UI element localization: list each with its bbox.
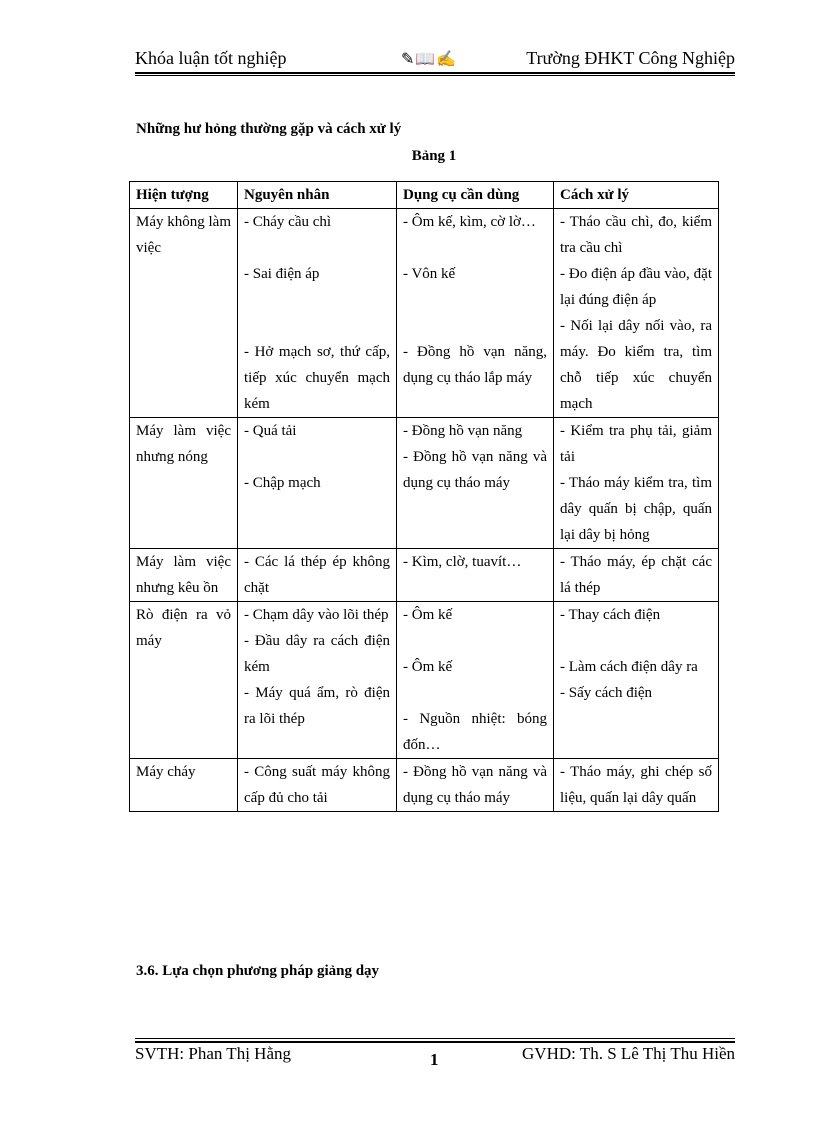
tool-item: - Vôn kế	[403, 266, 456, 282]
fix-cell	[554, 602, 719, 759]
fix-item: - Sấy cách điện	[560, 685, 653, 701]
symptom-cell: Máy làm việc nhưng nóng	[130, 418, 238, 549]
troubleshooting-table	[129, 181, 719, 812]
tool-item: - Nguồn nhiệt: bóng đốn…	[403, 711, 547, 753]
fix-cell	[554, 209, 719, 418]
header-tools: Dụng cụ cần dùng	[397, 182, 554, 209]
header-cause: Nguyên nhân	[238, 182, 397, 209]
fix-item: - Làm cách điện dây ra	[560, 659, 698, 675]
cause-item: - Sai điện áp	[244, 266, 320, 282]
page-number: 1	[430, 1050, 439, 1069]
book-ornament-icon: ✎📖✍	[401, 51, 458, 68]
symptom-cell: Máy cháy	[130, 759, 238, 812]
cause-cell	[238, 209, 397, 418]
cause-item: - Đầu dây ra cách điện kém	[244, 633, 390, 675]
header-left-text: Khóa luận tốt nghiệp	[135, 48, 287, 68]
tools-cell	[397, 759, 554, 812]
cause-item: - Công suất máy không cấp đủ cho tải	[244, 764, 390, 806]
fix-item: - Nối lại dây nối vào, ra máy. Đo kiểm tra, tìm chỗ tiếp xúc chuyển mạch	[560, 318, 712, 412]
header-right-text: Trường ĐHKT Công Nghiệp	[526, 48, 735, 68]
symptom-cell: Máy làm việc nhưng kêu ồn	[130, 549, 238, 602]
tool-item: - Ôm kế, kìm, cờ lờ…	[403, 214, 536, 230]
tool-item: - Ôm kế	[403, 659, 453, 675]
cause-item: - Quá tải	[244, 423, 297, 439]
symptom-cell: Máy không làm việc	[130, 209, 238, 418]
fix-cell	[554, 418, 719, 549]
footer-advisor: GVHD: Th. S Lê Thị Thu Hiền	[522, 1044, 735, 1063]
section-title: Những hư hỏng thường gặp và cách xử lý	[136, 121, 402, 137]
fix-item: - Kiểm tra phụ tải, giảm tải	[560, 423, 712, 465]
table-row	[130, 759, 719, 812]
fix-item: - Tháo máy, ghi chép số liệu, quấn lại dây quấn	[560, 764, 712, 806]
footer-divider	[135, 1038, 735, 1043]
table-header-row	[130, 182, 719, 209]
fix-item: - Thay cách điện	[560, 607, 661, 623]
table-row	[130, 209, 719, 418]
cause-item: - Hở mạch sơ, thứ cấp, tiếp xúc chuyển mạch kém	[244, 344, 390, 412]
tool-item: - Ôm kế	[403, 607, 453, 623]
header-divider	[135, 72, 735, 76]
tools-cell	[397, 602, 554, 759]
tools-cell	[397, 418, 554, 549]
fix-cell	[554, 759, 719, 812]
table-row	[130, 549, 719, 602]
table-row	[130, 602, 719, 759]
cause-item: - Cháy cầu chì	[244, 214, 332, 230]
tool-item: - Đồng hồ vạn năng và dụng cụ tháo máy	[403, 449, 547, 491]
tool-item: - Đồng hồ vạn năng, dụng cụ tháo lắp máy	[403, 344, 547, 386]
cause-cell	[238, 602, 397, 759]
fix-item: - Tháo máy, ép chặt các lá thép	[560, 554, 712, 596]
fix-item: - Tháo cầu chì, đo, kiểm tra cầu chì	[560, 214, 712, 256]
fix-item: - Đo điện áp đầu vào, đặt lại đúng điện áp	[560, 266, 712, 308]
subsection-heading: 3.6. Lựa chọn phương pháp giảng dạy	[136, 963, 380, 979]
tools-cell	[397, 209, 554, 418]
fix-cell	[554, 549, 719, 602]
cause-item: - Các lá thép ép không chặt	[244, 554, 390, 596]
tools-cell	[397, 549, 554, 602]
table-caption: Bảng 1	[411, 148, 457, 164]
header-symptom: Hiện tượng	[130, 182, 238, 209]
page-header	[135, 48, 735, 72]
symptom-cell: Rò điện ra vỏ máy	[130, 602, 238, 759]
table-row	[130, 418, 719, 549]
cause-item: - Chập mạch	[244, 475, 321, 491]
cause-item: - Máy quá ẩm, rò điện ra lõi thép	[244, 685, 390, 727]
header-fix: Cách xử lý	[554, 182, 719, 209]
page-footer	[135, 1044, 735, 1070]
cause-cell	[238, 759, 397, 812]
cause-item: - Chạm dây vào lõi thép	[244, 607, 389, 623]
cause-cell	[238, 549, 397, 602]
tool-item: - Đồng hồ vạn năng và dụng cụ tháo máy	[403, 764, 547, 806]
tool-item: - Đồng hồ vạn năng	[403, 423, 523, 439]
footer-student: SVTH: Phan Thị Hằng	[135, 1044, 291, 1063]
tool-item: - Kìm, clờ, tuavít…	[403, 554, 522, 570]
fix-item: - Tháo máy kiểm tra, tìm dây quấn bị chập, quấn lại dây bị hỏng	[560, 475, 712, 543]
cause-cell	[238, 418, 397, 549]
